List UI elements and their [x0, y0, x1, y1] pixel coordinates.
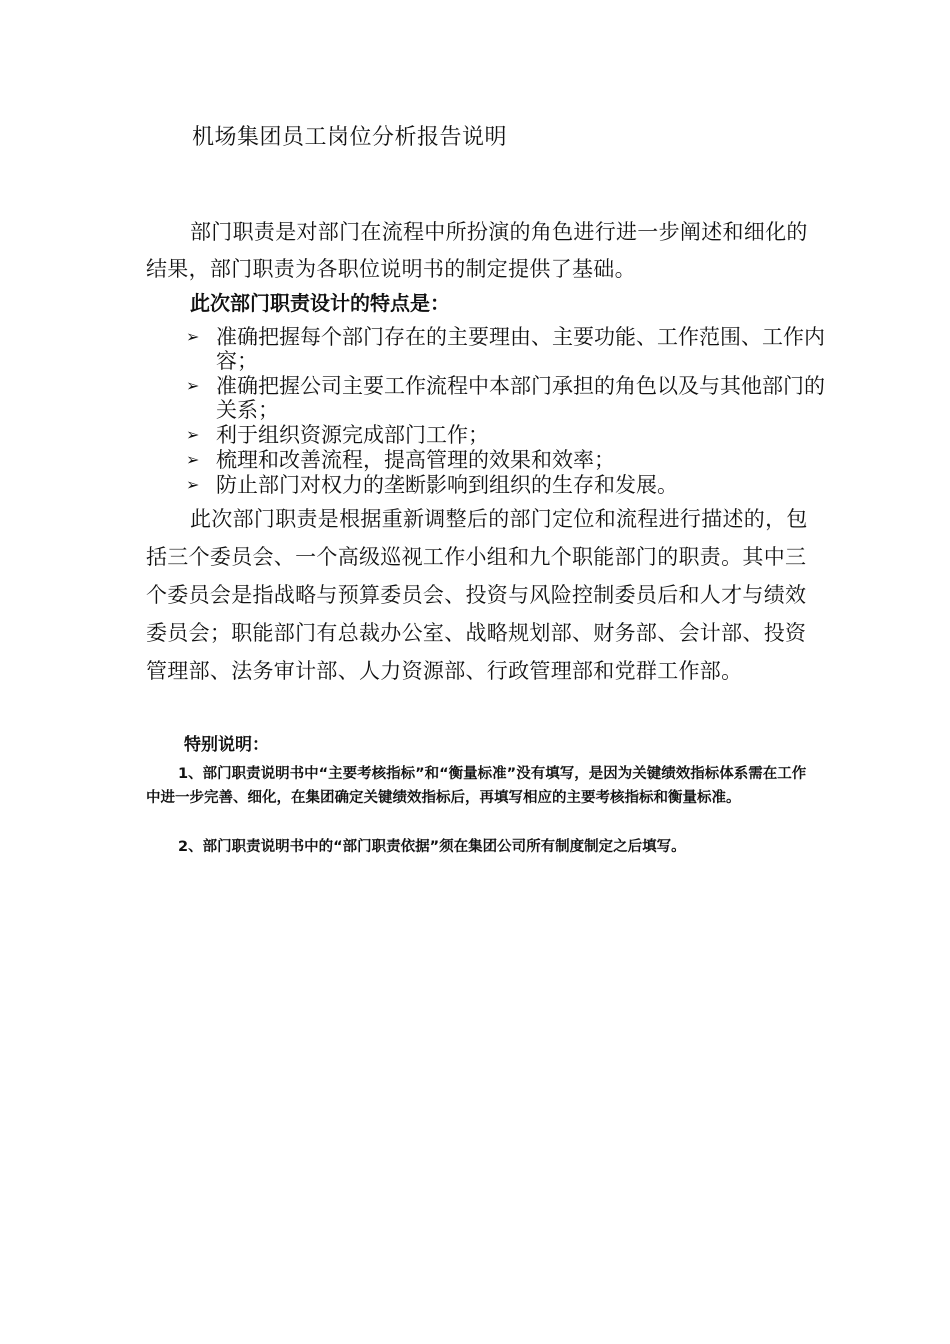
list-item: ➢ 梳理和改善流程，提高管理的效果和效率；	[186, 448, 615, 472]
intro-paragraph	[146, 214, 826, 288]
features-heading: 此次部门职责设计的特点是：	[190, 291, 450, 315]
intro-text: 部门职责是对部门在流程中所扮演的角色进行进一步阐述和细化的结果，部门职责为各职位说明书的制定提供了基础。	[146, 220, 808, 281]
description-paragraph	[146, 500, 826, 690]
list-item: ➢ 准确把握每个部门存在的主要理由、主要功能、工作范围、工作内容；	[186, 325, 825, 373]
document-title: 机场集团员工岗位分析报告说明	[192, 125, 508, 150]
special-note-2: 2、部门职责说明书中的“部门职责依据”须在集团公司所有制度制定之后填写。	[178, 839, 686, 855]
list-item: ➢ 准确把握公司主要工作流程中本部门承担的角色以及与其他部门的关系；	[186, 374, 825, 422]
arrow-bullet-icon: ➢	[186, 475, 200, 494]
description-text: 此次部门职责是根据重新调整后的部门定位和流程进行描述的，包括三个委员会、一个高级巡视工作小组和九个职能部门的职责。其中三个委员会是指战略与预算委员会、投资与风险控制委员后和人才与绩效委员会；职能部门有总裁办公室、战略规划部、财务部、会计部、投资管理部、法务审计部、人力资源部、行政管理部和党群工作部。	[146, 507, 808, 683]
arrow-bullet-icon: ➢	[186, 450, 200, 469]
list-item: ➢ 利于组织资源完成部门工作；	[186, 423, 489, 447]
list-item: ➢ 防止部门对权力的垄断影响到组织的生存和发展。	[186, 473, 678, 497]
special-note-1: 1、部门职责说明书中“主要考核指标”和“衡量标准”没有填写，是因为关键绩效指标体系需在工作中进一步完善、细化，在集团确定关键绩效指标后，再填写相应的主要考核指标和衡量标准。	[146, 766, 807, 806]
special-notes-heading: 特别说明：	[184, 735, 269, 755]
features-list	[186, 325, 826, 498]
arrow-bullet-icon: ➢	[186, 327, 200, 346]
arrow-bullet-icon: ➢	[186, 425, 200, 444]
arrow-bullet-icon: ➢	[186, 376, 200, 395]
